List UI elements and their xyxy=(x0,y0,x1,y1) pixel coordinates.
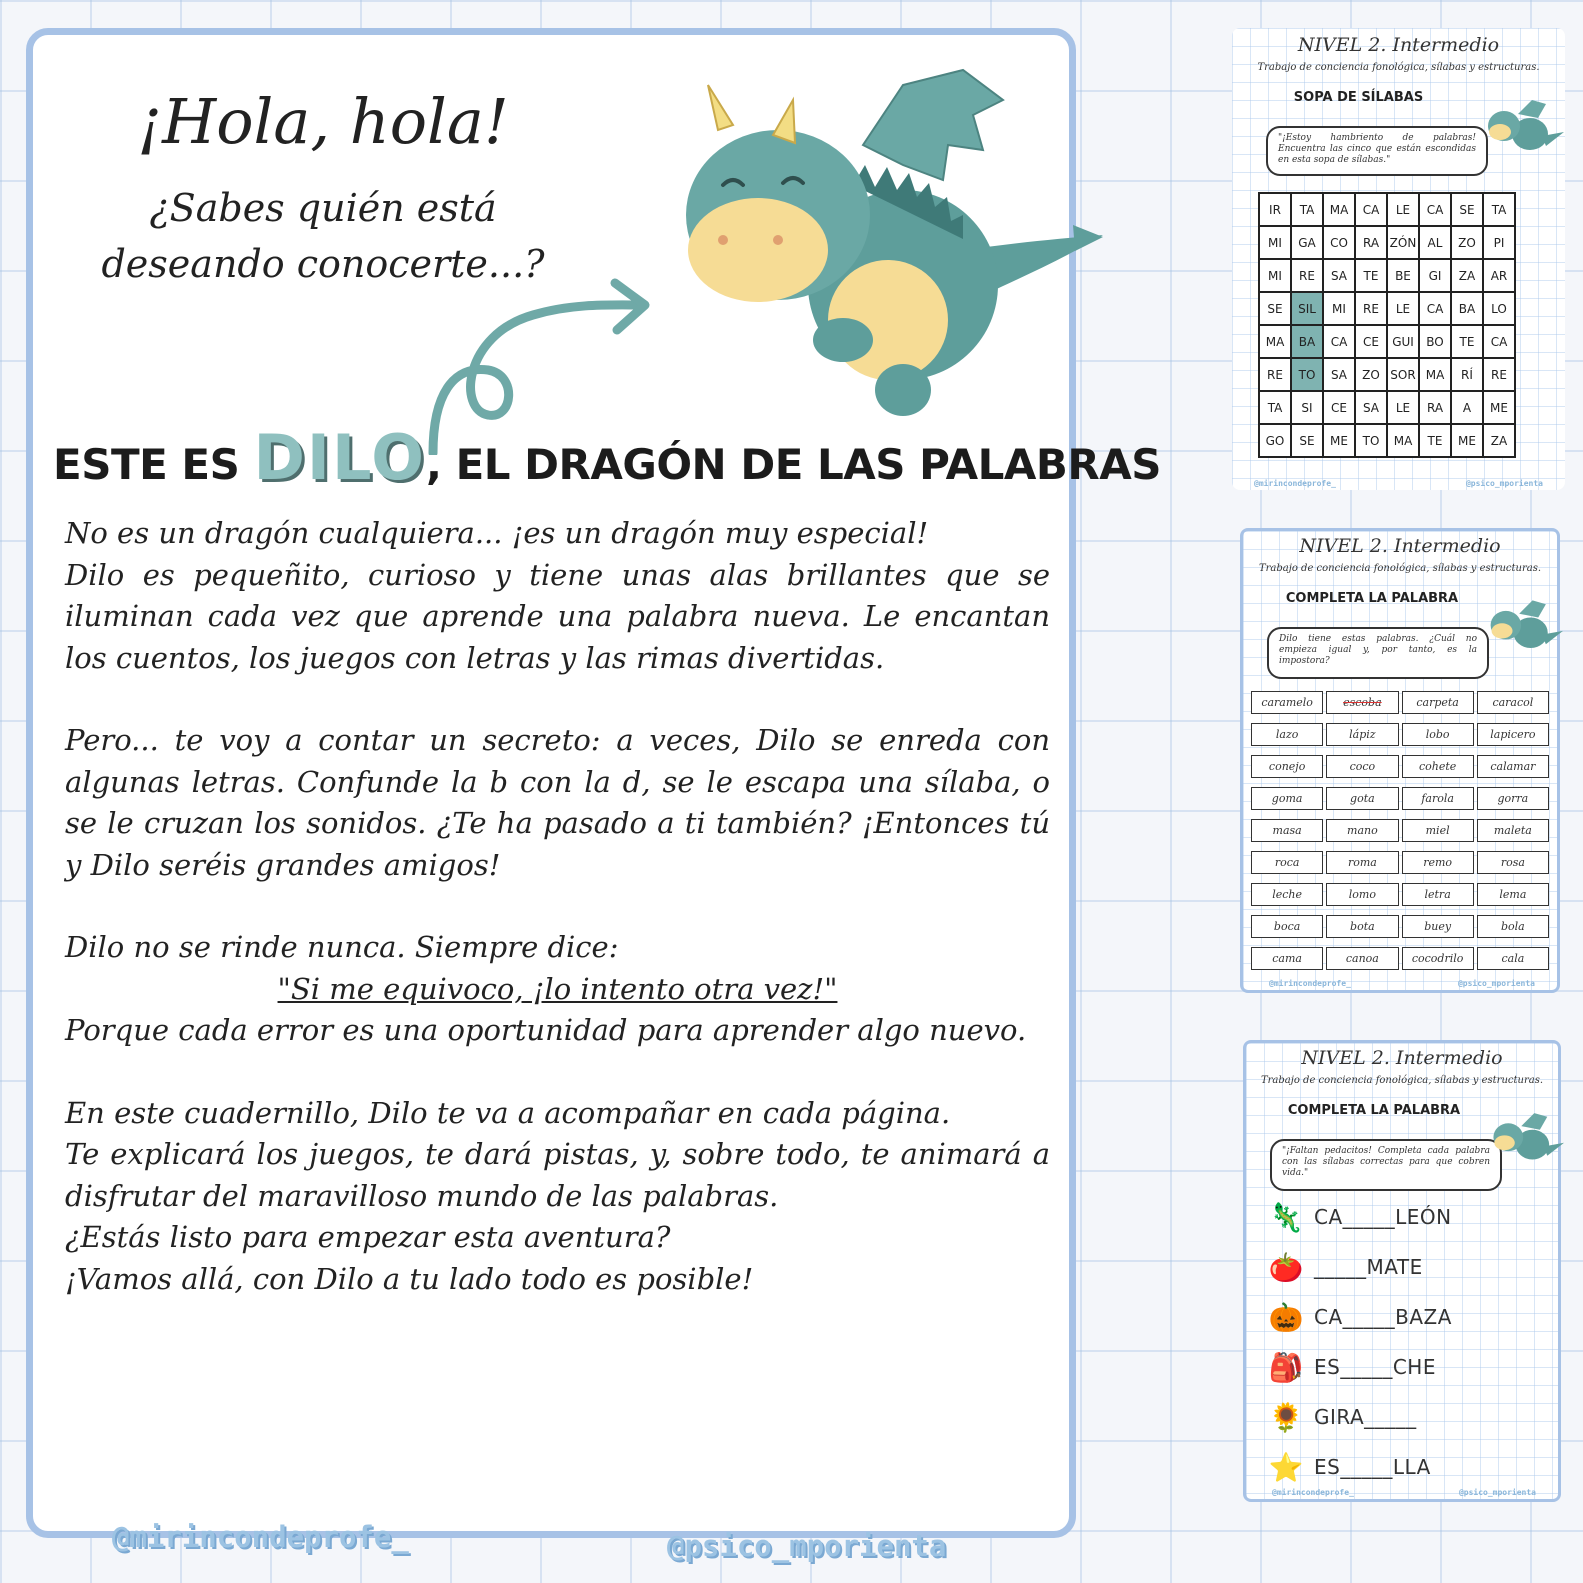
grid-cell: MA xyxy=(1387,424,1419,457)
word-cell: maleta xyxy=(1477,819,1549,842)
greeting-title: ¡Hola, hola! xyxy=(137,85,509,158)
grid-cell: CA xyxy=(1483,325,1515,358)
word-cell: lomo xyxy=(1326,883,1398,906)
grid-cell: TO xyxy=(1355,424,1387,457)
grid-cell: CE xyxy=(1323,391,1355,424)
level-subtitle: Trabajo de conciencia fonológica, sílabas y estructuras. xyxy=(1257,62,1540,73)
word-cell: mano xyxy=(1326,819,1398,842)
word-cell: boca xyxy=(1251,915,1323,938)
author-handle-left: @mirincondeprofe_ xyxy=(112,1520,409,1554)
word-cell: masa xyxy=(1251,819,1323,842)
grid-cell: TE xyxy=(1419,424,1451,457)
grid-cell: RE xyxy=(1259,358,1291,391)
word-row xyxy=(1251,851,1549,874)
grid-cell: SE xyxy=(1259,292,1291,325)
word-row xyxy=(1251,883,1549,906)
word-row xyxy=(1251,947,1549,970)
paragraph-2: Dilo es pequeñito, curioso y tiene unas alas brillantes que se iluminan cada vez que aprende una palabra nueva. Le encantan los cuentos, los juegos con letras y las rimas divertidas. xyxy=(65,557,1050,675)
footer-handle-left: @mirincondeprofe_ xyxy=(1254,479,1336,488)
level-title: NIVEL 2. Intermedio xyxy=(1297,34,1500,56)
word-cell: escoba xyxy=(1326,691,1398,714)
exercise-word: GIRA_____ xyxy=(1314,1405,1417,1429)
grid-cell: BA xyxy=(1451,292,1483,325)
exercise-word: ES_____LLA xyxy=(1314,1455,1431,1479)
grid-cell: CA xyxy=(1355,193,1387,226)
footer-handle-right: @psico_mporienta xyxy=(1457,979,1535,988)
dragon-mini-icon xyxy=(1480,94,1564,164)
headline-prefix: ESTE ES xyxy=(53,440,254,489)
word-cell: cama xyxy=(1251,947,1323,970)
grid-cell: ZA xyxy=(1451,259,1483,292)
level-title: NIVEL 2. Intermedio xyxy=(1301,1047,1503,1069)
grid-cell: CO xyxy=(1323,226,1355,259)
grid-cell: BE xyxy=(1387,259,1419,292)
word-cell: leche xyxy=(1251,883,1323,906)
tomato-icon: 🍅 xyxy=(1268,1250,1304,1284)
word-cell: bola xyxy=(1477,915,1549,938)
word-cell: miel xyxy=(1402,819,1474,842)
grid-cell: GA xyxy=(1291,226,1323,259)
grid-cell: ZA xyxy=(1483,424,1515,457)
word-cell: roca xyxy=(1251,851,1323,874)
thumbnail-syllable-soup xyxy=(1232,28,1565,490)
exercise-word: _____MATE xyxy=(1314,1255,1423,1279)
section-title: COMPLETA LA PALABRA xyxy=(1287,1103,1461,1118)
word-row xyxy=(1251,819,1549,842)
grid-cell: MA xyxy=(1323,193,1355,226)
section-title: SOPA DE SÍLABAS xyxy=(1293,90,1424,105)
exercise-item xyxy=(1268,1249,1423,1285)
grid-cell: AR xyxy=(1483,259,1515,292)
grid-cell: ZO xyxy=(1451,226,1483,259)
subtitle-line-1: ¿Sabes quién está xyxy=(149,186,497,230)
grid-cell: SI xyxy=(1291,391,1323,424)
dragon-name: DILO xyxy=(253,421,427,494)
word-cell: canoa xyxy=(1326,947,1398,970)
grid-cell: RE xyxy=(1483,358,1515,391)
grid-cell: PI xyxy=(1483,226,1515,259)
word-cell: buey xyxy=(1402,915,1474,938)
paragraph-5: Porque cada error es una oportunidad para aprender algo nuevo. xyxy=(65,1013,1027,1047)
word-row xyxy=(1251,787,1549,810)
footer-handle-right: @psico_mporienta xyxy=(1458,1488,1536,1497)
footer-handle-left: @mirincondeprofe_ xyxy=(1269,979,1351,988)
paragraph-7: Te explicará los juegos, te dará pistas, y, sobre todo, te animará a disfrutar del maravilloso mundo de las palabras. xyxy=(65,1137,1050,1213)
exercise-word: ES_____CHE xyxy=(1314,1355,1436,1379)
grid-cell: MA xyxy=(1259,325,1291,358)
grid-row xyxy=(1259,226,1515,259)
grid-cell: MI xyxy=(1259,226,1291,259)
word-cell: conejo xyxy=(1251,755,1323,778)
exercise-word: CA_____LEÓN xyxy=(1314,1205,1452,1229)
chameleon-icon: 🦎 xyxy=(1268,1200,1304,1234)
word-cell: lapicero xyxy=(1477,723,1549,746)
grid-row xyxy=(1259,325,1515,358)
exercise-word: CA_____BAZA xyxy=(1314,1305,1452,1329)
level-subtitle: Trabajo de conciencia fonológica, sílabas y estructuras. xyxy=(1258,563,1542,574)
grid-row xyxy=(1259,358,1515,391)
sunflower-icon: 🌻 xyxy=(1268,1400,1304,1434)
grid-cell: TE xyxy=(1355,259,1387,292)
grid-cell: SA xyxy=(1323,358,1355,391)
grid-cell: CE xyxy=(1355,325,1387,358)
word-cell: calamar xyxy=(1477,755,1549,778)
grid-cell: TE xyxy=(1451,325,1483,358)
headline-suffix: , EL DRAGÓN DE LAS PALABRAS xyxy=(426,440,1161,489)
word-cell: cala xyxy=(1477,947,1549,970)
headline xyxy=(53,421,1161,494)
grid-cell: MA xyxy=(1419,358,1451,391)
word-cell: farola xyxy=(1402,787,1474,810)
word-cell: roma xyxy=(1326,851,1398,874)
grid-cell: LE xyxy=(1387,193,1419,226)
word-cell: cocodrilo xyxy=(1402,947,1474,970)
grid-cell: RE xyxy=(1355,292,1387,325)
word-cell: goma xyxy=(1251,787,1323,810)
grid-cell: GO xyxy=(1259,424,1291,457)
grid-cell: IR xyxy=(1259,193,1291,226)
word-cell: lobo xyxy=(1402,723,1474,746)
grid-cell: SA xyxy=(1323,259,1355,292)
paragraph-4: Dilo no se rinde nunca. Siempre dice: xyxy=(65,930,619,964)
word-row xyxy=(1251,691,1549,714)
grid-cell: LE xyxy=(1387,391,1419,424)
grid-row xyxy=(1259,193,1515,226)
grid-cell: SE xyxy=(1291,424,1323,457)
motto-quote: "Si me equivoco, ¡lo intento otra vez!" xyxy=(277,971,838,1006)
exercise-item xyxy=(1268,1299,1452,1335)
word-cell: gota xyxy=(1326,787,1398,810)
grid-cell: CA xyxy=(1419,193,1451,226)
paragraph-1: No es un dragón cualquiera... ¡es un dragón muy especial! xyxy=(65,516,929,550)
grid-row xyxy=(1259,259,1515,292)
word-cell: rosa xyxy=(1477,851,1549,874)
word-cell: remo xyxy=(1402,851,1474,874)
section-title: COMPLETA LA PALABRA xyxy=(1285,591,1459,606)
exercise-item xyxy=(1268,1399,1417,1435)
paragraph-9: ¡Vamos allá, con Dilo a tu lado todo es posible! xyxy=(65,1261,754,1296)
paragraph-3: Pero... te voy a contar un secreto: a veces, Dilo se enreda con algunas letras. Confunde la b con la d, se le escapa una sílaba, o se le cruzan los sonidos. ¿Te ha pasado a ti también? ¡Entonces tú y Dilo seréis grandes amigos! xyxy=(65,723,1050,882)
syllable-grid xyxy=(1258,192,1516,458)
grid-cell: MI xyxy=(1323,292,1355,325)
grid-cell: LE xyxy=(1387,292,1419,325)
grid-cell: TO xyxy=(1291,358,1323,391)
pumpkin-icon: 🎃 xyxy=(1268,1300,1304,1334)
grid-cell: ZÓN xyxy=(1387,226,1419,259)
word-cell: caramelo xyxy=(1251,691,1323,714)
grid-row xyxy=(1259,292,1515,325)
grid-cell: SOR xyxy=(1387,358,1419,391)
thumbnail-complete-word xyxy=(1243,1040,1561,1502)
dragon-dilo-illustration xyxy=(603,55,1103,435)
word-grid xyxy=(1251,691,1549,979)
footer-handle-right: @psico_mporienta xyxy=(1465,479,1543,488)
level-title: NIVEL 2. Intermedio xyxy=(1299,535,1501,557)
grid-cell: ZO xyxy=(1355,358,1387,391)
grid-cell: SA xyxy=(1355,391,1387,424)
footer-handle-left: @mirincondeprofe_ xyxy=(1272,1488,1354,1497)
grid-cell: RE xyxy=(1291,259,1323,292)
dragon-mini-icon xyxy=(1483,593,1563,663)
thumbnail-odd-word xyxy=(1240,528,1560,993)
grid-row xyxy=(1259,424,1515,457)
grid-cell: A xyxy=(1451,391,1483,424)
grid-cell: ME xyxy=(1483,391,1515,424)
grid-cell: TA xyxy=(1291,193,1323,226)
grid-cell: CA xyxy=(1323,325,1355,358)
word-row xyxy=(1251,915,1549,938)
word-cell: lazo xyxy=(1251,723,1323,746)
grid-cell: ME xyxy=(1323,424,1355,457)
grid-cell: TA xyxy=(1483,193,1515,226)
grid-cell: GUI xyxy=(1387,325,1419,358)
word-cell: caracol xyxy=(1477,691,1549,714)
word-cell: coco xyxy=(1326,755,1398,778)
star-icon: ⭐ xyxy=(1268,1450,1304,1484)
dragon-mini-icon xyxy=(1486,1105,1564,1175)
paragraph-6: En este cuadernillo, Dilo te va a acompañar en cada página. xyxy=(65,1095,951,1130)
grid-cell: TA xyxy=(1259,391,1291,424)
grid-cell: ME xyxy=(1451,424,1483,457)
exercise-item xyxy=(1268,1449,1431,1485)
grid-cell: MI xyxy=(1259,259,1291,292)
grid-row xyxy=(1259,391,1515,424)
grid-cell: LO xyxy=(1483,292,1515,325)
grid-cell: RA xyxy=(1355,226,1387,259)
grid-cell: AL xyxy=(1419,226,1451,259)
grid-cell: RA xyxy=(1419,391,1451,424)
exercise-item xyxy=(1268,1199,1452,1235)
exercise-item xyxy=(1268,1349,1436,1385)
grid-cell: RÍ xyxy=(1451,358,1483,391)
word-cell: lema xyxy=(1477,883,1549,906)
grid-cell: GI xyxy=(1419,259,1451,292)
word-cell: gorra xyxy=(1477,787,1549,810)
main-page xyxy=(26,28,1161,1538)
grid-cell: SIL xyxy=(1291,292,1323,325)
story-text xyxy=(65,513,1050,1300)
grid-cell: CA xyxy=(1419,292,1451,325)
speech-bubble: "¡Estoy hambriento de palabras! Encuentra las cinco que están escondidas en esta sopa de sílabas." xyxy=(1266,126,1488,176)
word-cell: carpeta xyxy=(1402,691,1474,714)
subtitle-line-2: deseando conocerte...? xyxy=(101,242,545,286)
level-subtitle: Trabajo de conciencia fonológica, sílabas y estructuras. xyxy=(1260,1075,1544,1086)
word-cell: bota xyxy=(1326,915,1398,938)
word-row xyxy=(1251,755,1549,778)
case-icon: 🎒 xyxy=(1268,1350,1304,1384)
paragraph-8: ¿Estás listo para empezar esta aventura? xyxy=(65,1220,671,1254)
grid-cell: BO xyxy=(1419,325,1451,358)
grid-cell: BA xyxy=(1291,325,1323,358)
word-row xyxy=(1251,723,1549,746)
word-cell: lápiz xyxy=(1326,723,1398,746)
word-cell: letra xyxy=(1402,883,1474,906)
word-cell: cohete xyxy=(1402,755,1474,778)
speech-bubble: "¡Faltan pedacitos! Completa cada palabra con las sílabas correctas para que cobren vida." xyxy=(1270,1139,1502,1191)
author-handle-right: @psico_mporienta xyxy=(667,1529,947,1563)
speech-bubble: Dilo tiene estas palabras. ¿Cuál no empieza igual y, por tanto, es la impostora? xyxy=(1267,627,1489,679)
grid-cell: SE xyxy=(1451,193,1483,226)
